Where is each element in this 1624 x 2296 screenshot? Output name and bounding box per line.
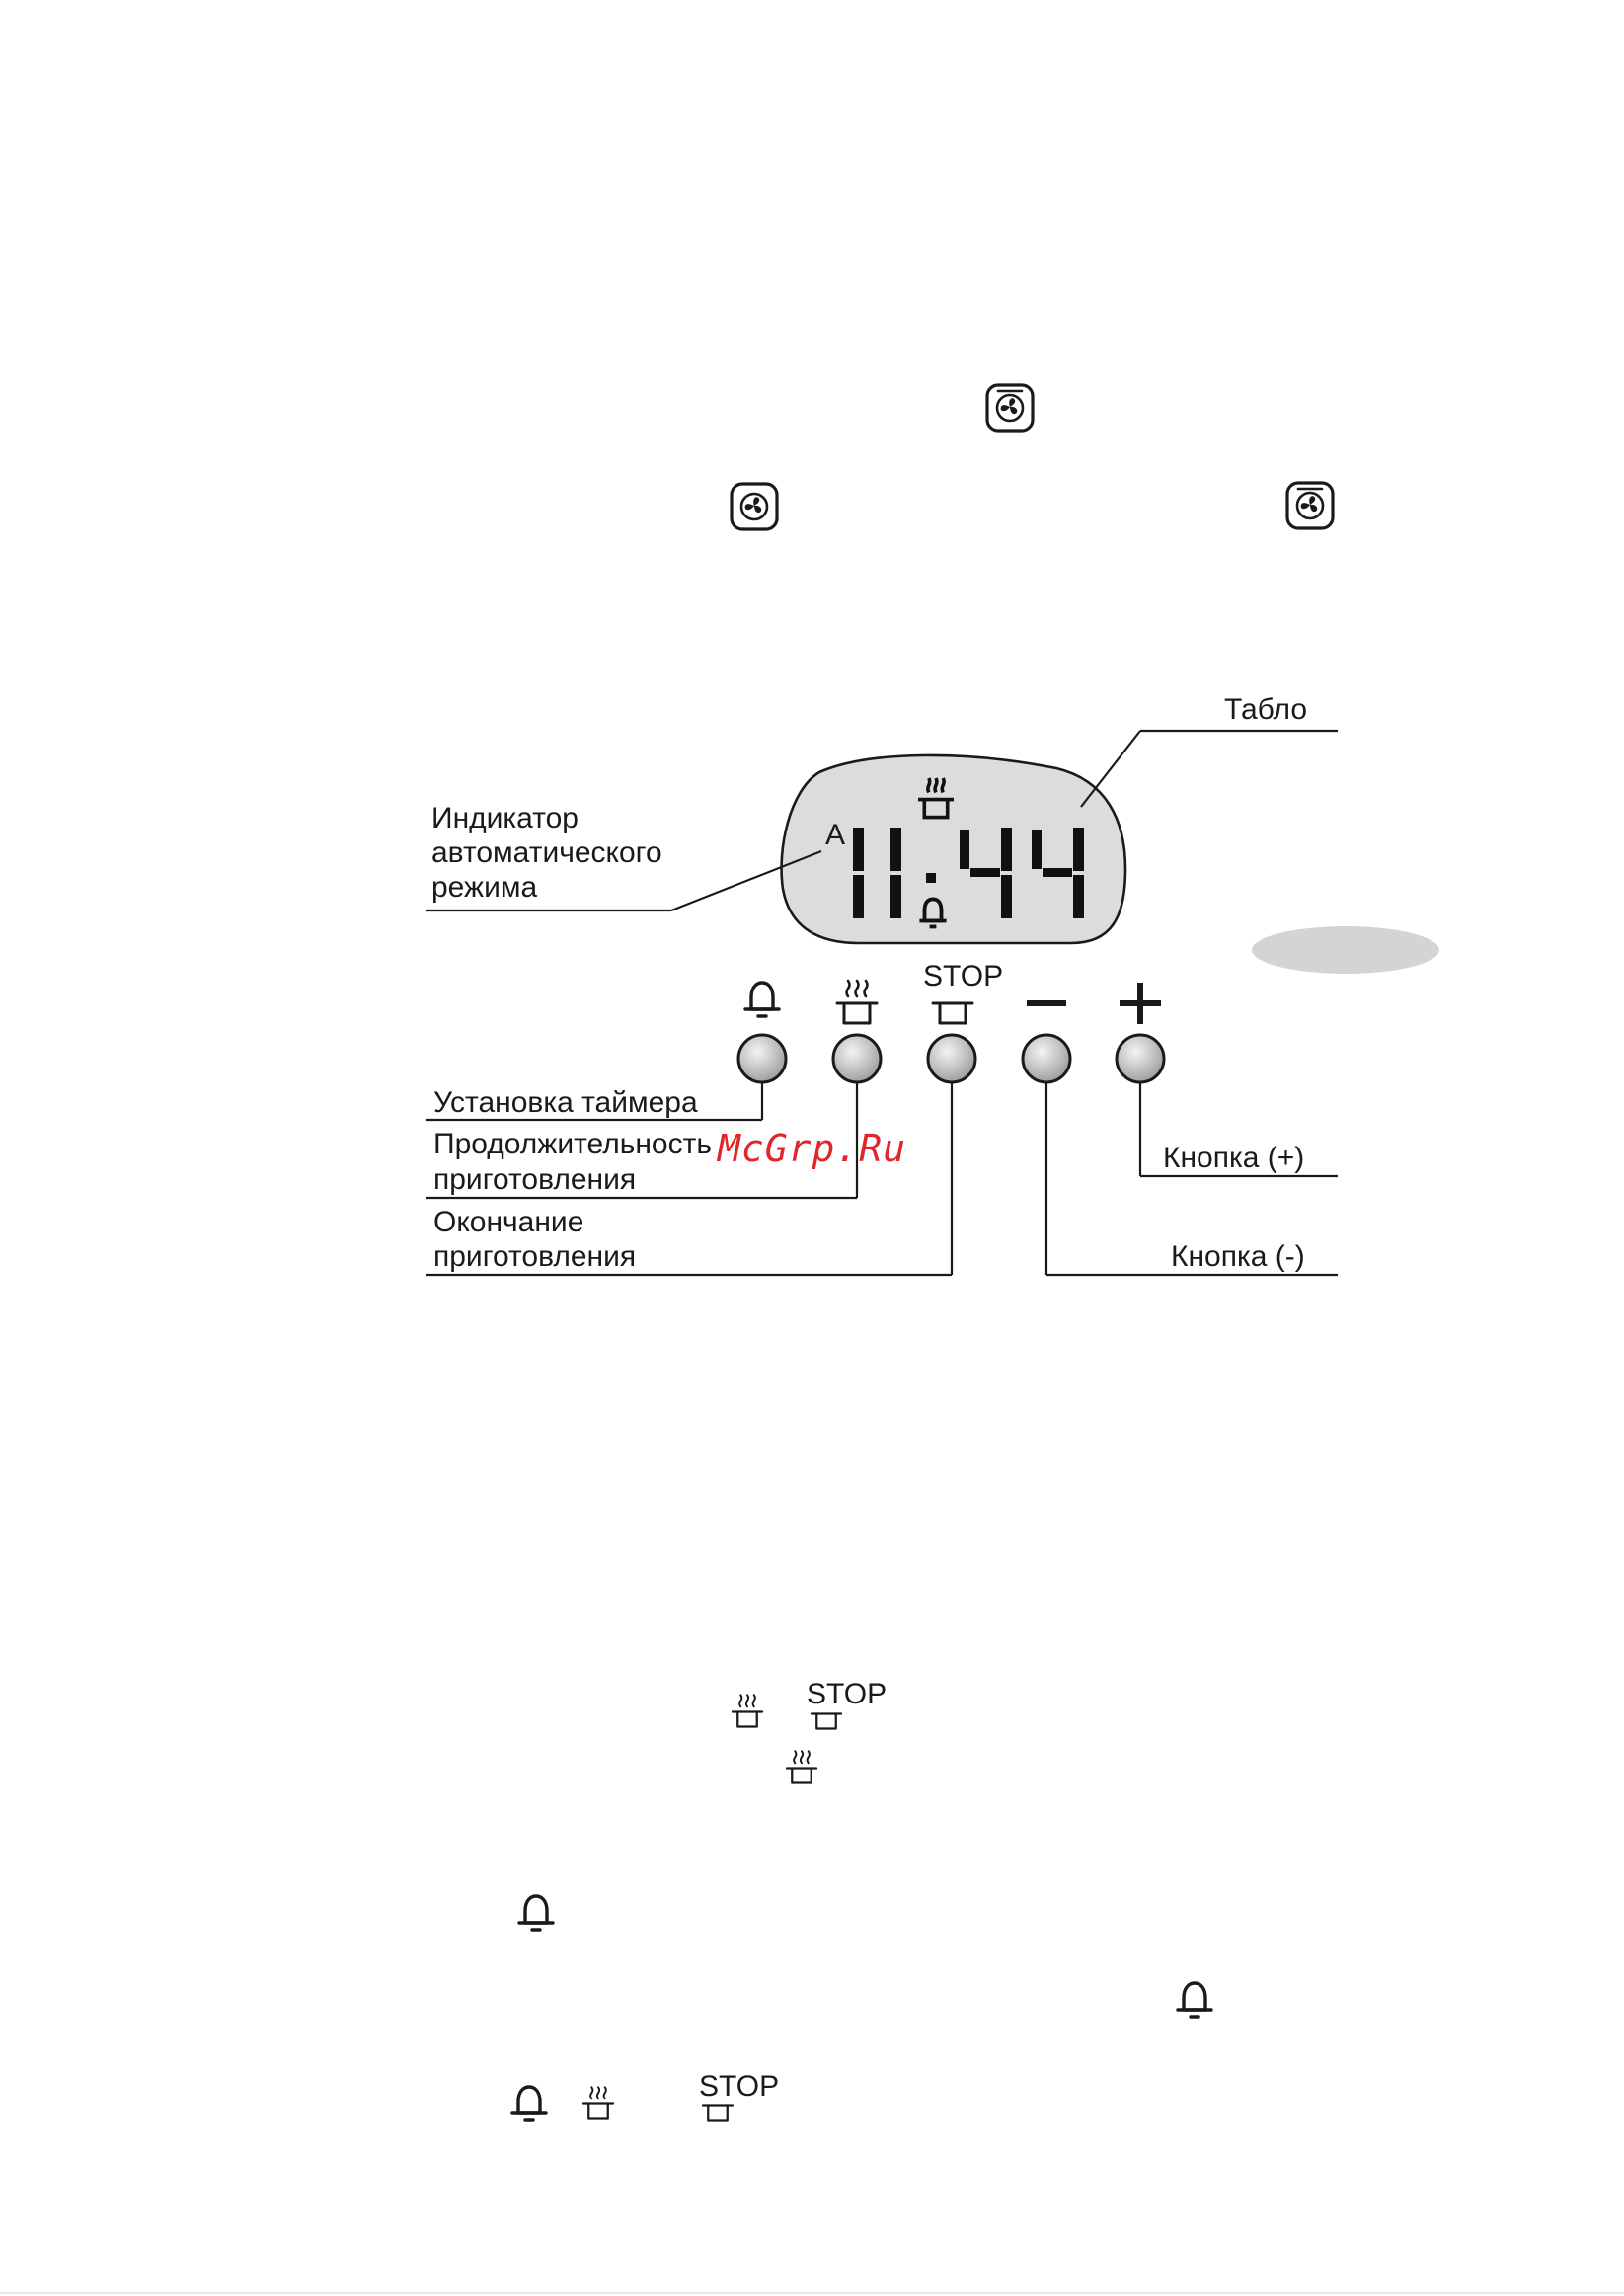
- duration-label-line2: приготовления: [433, 1163, 637, 1196]
- fan-top-heat-icon: [1287, 483, 1333, 528]
- bell-icon-small: [519, 1896, 553, 1930]
- bell-icon-small: [512, 2087, 546, 2120]
- bell-icon: [745, 983, 779, 1016]
- bell-icon-small: [1178, 1983, 1211, 2017]
- grey-badge: [1252, 926, 1439, 974]
- end-label-line2: приготовления: [433, 1240, 637, 1273]
- fan-top-heat-icon: [987, 385, 1033, 431]
- plus-icon: [1120, 983, 1161, 1024]
- svg-text:STOP: STOP: [923, 960, 1004, 992]
- display-panel-label: Табло: [1224, 693, 1308, 726]
- minus-button-label: Кнопка (-): [1171, 1240, 1305, 1273]
- stop-pot-icon-small: [807, 1678, 887, 1729]
- stop-pot-icon: [923, 960, 1003, 1023]
- plus-button-label: Кнопка (+): [1163, 1142, 1305, 1174]
- fan-icon: [732, 484, 777, 529]
- timer-label: Установка таймера: [433, 1086, 698, 1119]
- auto-mode-label-line3: режима: [431, 871, 538, 904]
- cooking-pot-icon: [837, 981, 877, 1023]
- duration-button[interactable]: [833, 1035, 881, 1082]
- display-panel: [782, 755, 1125, 943]
- auto-indicator: A: [825, 819, 846, 851]
- auto-mode-label-line1: Индикатор: [431, 802, 579, 834]
- watermark: McGrp.Ru: [718, 1127, 907, 1170]
- minus-button[interactable]: [1023, 1035, 1070, 1082]
- cooking-pot-icon-small: [733, 1695, 762, 1726]
- end-label-line1: Окончание: [433, 1206, 584, 1238]
- auto-mode-label-line2: автоматического: [431, 836, 662, 869]
- cooking-pot-icon-small: [583, 2087, 613, 2118]
- plus-button[interactable]: [1117, 1035, 1164, 1082]
- timer-button[interactable]: [738, 1035, 786, 1082]
- end-time-button[interactable]: [928, 1035, 975, 1082]
- svg-text:STOP: STOP: [807, 1678, 888, 1710]
- duration-label-line1: Продолжительность: [433, 1128, 712, 1160]
- stop-pot-icon-small: [699, 2070, 779, 2121]
- cooking-pot-icon-small: [787, 1751, 816, 1782]
- svg-text:STOP: STOP: [699, 2070, 780, 2102]
